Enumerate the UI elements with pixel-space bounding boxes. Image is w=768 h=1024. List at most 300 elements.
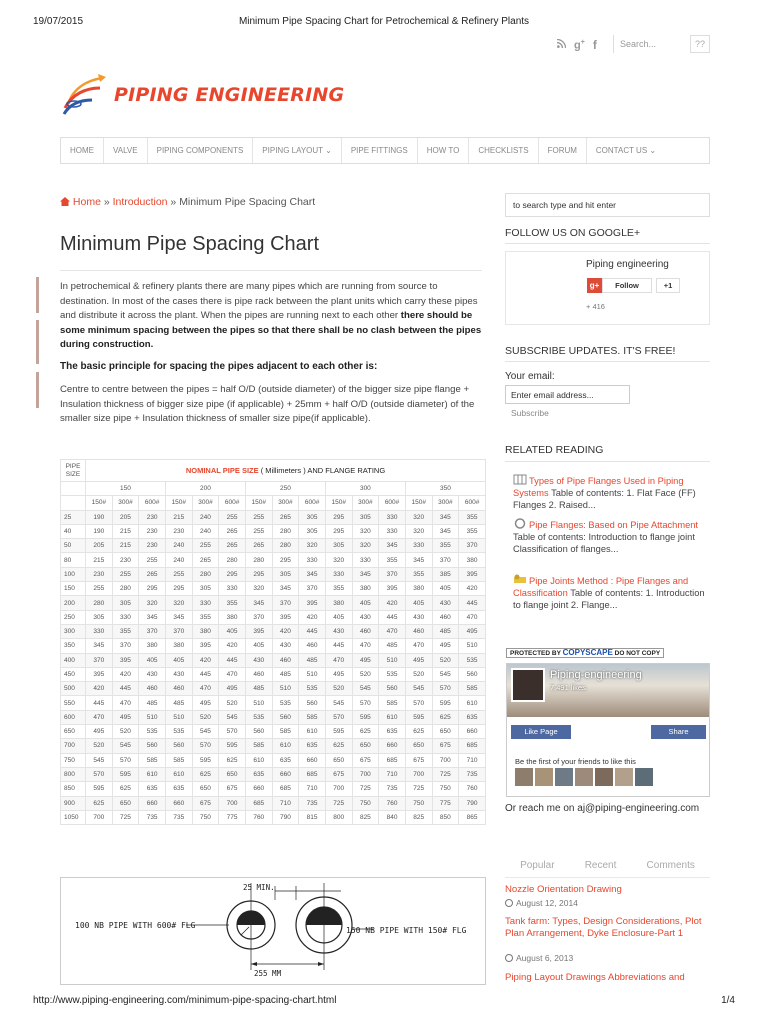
table-cell: 420 (299, 610, 326, 624)
table-cell: 660 (379, 739, 406, 753)
table-cell: 725 (432, 767, 459, 781)
size-group-header: 300 (325, 482, 405, 496)
table-cell: 405 (432, 582, 459, 596)
table-cell: 470 (405, 639, 432, 653)
table-row (61, 653, 486, 667)
table-cell: 570 (405, 696, 432, 710)
breadcrumb-introduction[interactable]: Introduction (112, 196, 168, 208)
rss-icon[interactable] (557, 39, 566, 51)
rating-header: 600# (379, 496, 406, 510)
gplus-follow-button[interactable]: Follow (602, 278, 652, 293)
drawing-right-label: 150 NB PIPE WITH 150# FLG (346, 926, 467, 935)
rating-header: 150# (405, 496, 432, 510)
drawing-min-label: 25 MIN. (243, 883, 275, 892)
google-plus-icon[interactable]: g+ (574, 38, 585, 52)
table-cell: 495 (352, 653, 379, 667)
table-cell: 320 (352, 539, 379, 553)
table-cell: 635 (139, 782, 166, 796)
nav-item-valve[interactable]: VALVE (104, 138, 148, 163)
table-cell: 470 (325, 653, 352, 667)
table-cell: 445 (86, 696, 113, 710)
table-cell: 240 (165, 539, 192, 553)
row-pipe-size: 900 (61, 796, 86, 810)
table-cell: 370 (86, 653, 113, 667)
rating-header: 150# (86, 496, 113, 510)
title-divider (60, 270, 482, 271)
rating-header: 600# (459, 496, 486, 510)
table-cell: 585 (165, 753, 192, 767)
table-cell: 295 (219, 567, 246, 581)
table-cell: 330 (219, 582, 246, 596)
table-cell: 485 (165, 696, 192, 710)
table-cell: 610 (165, 767, 192, 781)
table-cell: 420 (112, 667, 139, 681)
table-cell: 215 (86, 553, 113, 567)
row-pipe-size: 450 (61, 667, 86, 681)
row-pipe-size: 100 (61, 567, 86, 581)
row-pipe-size: 250 (61, 610, 86, 624)
table-cell: 370 (112, 639, 139, 653)
table-cell: 395 (379, 582, 406, 596)
popular-post-link[interactable]: Piping Layout Drawings Abbreviations and (505, 972, 685, 983)
table-cell: 570 (219, 725, 246, 739)
popular-post-date (505, 898, 578, 908)
table-cell: 470 (459, 610, 486, 624)
row-pipe-size: 150 (61, 582, 86, 596)
related-heading: RELATED READING (505, 444, 604, 456)
table-cell: 660 (459, 725, 486, 739)
gplus-follower-count: + 416 (586, 302, 605, 311)
table-cell: 635 (459, 710, 486, 724)
table-row (61, 739, 486, 753)
table-cell: 625 (219, 753, 246, 767)
rating-header: 150# (325, 496, 352, 510)
table-cell: 345 (139, 610, 166, 624)
rating-header: 300# (272, 496, 299, 510)
nav-item-piping-components[interactable]: PIPING COMPONENTS (148, 138, 254, 163)
table-cell: 635 (165, 782, 192, 796)
nav-item-how-to[interactable]: HOW TO (418, 138, 470, 163)
table-cell: 280 (272, 524, 299, 538)
facebook-page-name[interactable]: Piping-engineering (550, 669, 642, 681)
table-cell: 560 (139, 739, 166, 753)
tab-recent[interactable]: Recent (584, 860, 617, 871)
table-cell: 710 (272, 796, 299, 810)
facebook-faces (515, 768, 653, 786)
table-cell: 545 (86, 753, 113, 767)
table-row (61, 510, 486, 524)
nav-item-checklists[interactable]: CHECKLISTS (469, 138, 538, 163)
related-item-desc: Table of contents: 1. Introduction to flange joint 2. Flange... (513, 588, 705, 610)
table-cell: 265 (219, 524, 246, 538)
table-row (61, 767, 486, 781)
rating-header: 600# (219, 496, 246, 510)
table-cell: 380 (219, 610, 246, 624)
nav-item-piping-layout[interactable]: PIPING LAYOUT ⌄ (253, 138, 342, 163)
intro-text: In petrochemical & refinery plants there are many pipes which are running from source to destination. In most of the cases there is pipe rack between the plant units which carry these pipes and distribute it across the plant. When the pipes are running next to each other (60, 281, 478, 321)
table-cell: 460 (245, 667, 272, 681)
avatar[interactable] (615, 768, 633, 786)
rating-header: 150# (165, 496, 192, 510)
table-cell: 205 (86, 539, 113, 553)
table-cell: 675 (219, 782, 246, 796)
table-cell: 595 (86, 782, 113, 796)
table-row (61, 667, 486, 681)
row-pipe-size: 750 (61, 753, 86, 767)
gplus-page-name[interactable]: Piping engineering (586, 259, 669, 270)
table-cell: 380 (325, 596, 352, 610)
avatar[interactable] (595, 768, 613, 786)
facebook-like-count: 7,491 likes (550, 683, 586, 692)
facebook-icon[interactable]: f (592, 38, 597, 52)
row-pipe-size: 800 (61, 767, 86, 781)
table-cell: 685 (245, 796, 272, 810)
table-cell: 635 (379, 725, 406, 739)
print-date: 19/07/2015 (33, 16, 84, 27)
table-cell: 405 (139, 653, 166, 667)
table-cell: 305 (192, 582, 219, 596)
share-sidebar-mark[interactable] (36, 372, 39, 408)
table-cell: 545 (219, 710, 246, 724)
table-cell: 675 (325, 767, 352, 781)
facebook-like-button[interactable]: Like Page (511, 725, 571, 739)
table-row (61, 567, 486, 581)
table-cell: 585 (459, 682, 486, 696)
table-row (61, 582, 486, 596)
table-cell: 395 (272, 610, 299, 624)
table-cell: 330 (325, 567, 352, 581)
table-cell: 625 (86, 796, 113, 810)
table-cell: 460 (272, 653, 299, 667)
table-cell: 330 (112, 610, 139, 624)
table-cell: 265 (219, 539, 246, 553)
table-cell: 625 (432, 710, 459, 724)
share-sidebar-mark[interactable] (36, 277, 39, 313)
table-cell: 595 (192, 753, 219, 767)
size-group-header: 250 (245, 482, 325, 496)
table-cell: 840 (379, 810, 406, 824)
gplus-plus-one-button[interactable]: +1 (656, 278, 680, 293)
table-cell: 380 (405, 582, 432, 596)
table-row (61, 553, 486, 567)
table-cell: 710 (379, 767, 406, 781)
table-cell: 445 (219, 653, 246, 667)
table-cell: 865 (459, 810, 486, 824)
table-cell: 650 (192, 782, 219, 796)
table-cell: 265 (139, 567, 166, 581)
table-cell: 710 (299, 782, 326, 796)
table-cell: 470 (379, 624, 406, 638)
avatar[interactable] (515, 768, 533, 786)
table-cell: 685 (379, 753, 406, 767)
table-cell: 460 (139, 682, 166, 696)
flange-thumbnail-icon (513, 518, 527, 529)
table-cell: 585 (299, 710, 326, 724)
table-cell: 395 (86, 667, 113, 681)
table-cell: 355 (459, 524, 486, 538)
table-cell: 430 (405, 610, 432, 624)
print-url: http://www.piping-engineering.com/minimum-pipe-spacing-chart.html (33, 995, 337, 1006)
table-cell: 635 (245, 767, 272, 781)
table-cell: 560 (459, 667, 486, 681)
table-cell: 230 (139, 524, 166, 538)
table-cell: 625 (352, 725, 379, 739)
table-cell: 635 (272, 753, 299, 767)
nav-item-home[interactable]: HOME (61, 138, 104, 163)
table-cell: 295 (325, 524, 352, 538)
related-item-link[interactable]: Pipe Joints Method : Pipe Flanges and Classification (513, 576, 689, 598)
table-cell: 545 (325, 696, 352, 710)
table-cell: 610 (459, 696, 486, 710)
table-cell: 320 (352, 524, 379, 538)
table-cell: 595 (405, 710, 432, 724)
joint-thumbnail-icon (513, 574, 527, 585)
table-cell: 735 (379, 782, 406, 796)
share-sidebar-mark[interactable] (36, 320, 39, 364)
table-cell: 305 (86, 610, 113, 624)
facebook-share-button[interactable]: Share (651, 725, 706, 739)
table-cell: 240 (192, 510, 219, 524)
row-pipe-size: 650 (61, 725, 86, 739)
related-item-link[interactable]: Pipe Flanges: Based on Pipe Attachment (529, 520, 699, 530)
follow-heading: FOLLOW US ON GOOGLE+ (505, 227, 641, 239)
subscribe-button[interactable]: Subscribe (511, 408, 549, 418)
contact-email-text: Or reach me on aj@piping-engineering.com (505, 803, 700, 814)
table-cell: 405 (165, 653, 192, 667)
table-cell: 380 (352, 582, 379, 596)
site-logo[interactable] (62, 74, 344, 116)
table-cell: 345 (245, 596, 272, 610)
popular-post-link[interactable]: Nozzle Orientation Drawing (505, 884, 622, 895)
table-cell: 370 (165, 624, 192, 638)
breadcrumb (60, 196, 315, 208)
copyscape-prefix: PROTECTED BY (510, 650, 563, 657)
table-cell: 295 (139, 582, 166, 596)
table-row (61, 639, 486, 653)
table-cell: 305 (325, 539, 352, 553)
table-cell: 825 (405, 810, 432, 824)
table-cell: 320 (405, 510, 432, 524)
table-cell: 570 (86, 767, 113, 781)
rating-header: 150# (245, 496, 272, 510)
flange-spacing-diagram (61, 878, 485, 984)
divider (505, 461, 710, 462)
table-cell: 370 (459, 539, 486, 553)
breadcrumb-current: Minimum Pipe Spacing Chart (179, 196, 316, 208)
breadcrumb-home[interactable]: Home (72, 196, 101, 208)
sidebar-search-input[interactable]: to search type and hit enter (505, 193, 710, 217)
table-row (61, 524, 486, 538)
posts-tabs (505, 860, 710, 878)
table-cell: 495 (432, 639, 459, 653)
table-cell: 280 (86, 596, 113, 610)
popular-post-date (505, 953, 573, 963)
table-cell: 650 (432, 725, 459, 739)
avatar[interactable] (635, 768, 653, 786)
home-icon (60, 196, 73, 208)
table-cell: 595 (219, 739, 246, 753)
table-cell: 635 (299, 739, 326, 753)
table-cell: 685 (459, 739, 486, 753)
table-cell: 560 (272, 710, 299, 724)
nav-item-forum[interactable]: FORUM (539, 138, 587, 163)
table-cell: 560 (299, 696, 326, 710)
table-cell: 510 (139, 710, 166, 724)
table-cell: 570 (112, 753, 139, 767)
table-cell: 700 (432, 753, 459, 767)
breadcrumb-separator: » (100, 196, 113, 208)
table-cell: 265 (192, 553, 219, 567)
row-pipe-size: 850 (61, 782, 86, 796)
table-title-accent: NOMINAL PIPE SIZE (185, 466, 259, 475)
table-cell: 230 (112, 553, 139, 567)
table-cell: 735 (299, 796, 326, 810)
tab-popular[interactable]: Popular (520, 860, 555, 871)
nav-item-pipe-fittings[interactable]: PIPE FITTINGS (342, 138, 418, 163)
logo-icon (62, 74, 108, 116)
table-cell: 660 (299, 753, 326, 767)
table-cell: 330 (379, 510, 406, 524)
facebook-avatar[interactable] (511, 668, 545, 702)
table-row (61, 539, 486, 553)
table-cell: 495 (112, 710, 139, 724)
table-cell: 370 (432, 553, 459, 567)
related-item-desc: Table of contents: Introduction to flange joint Classification of flanges... (513, 532, 695, 554)
table-cell: 545 (112, 739, 139, 753)
table-cell: 230 (139, 539, 166, 553)
rating-header: 600# (299, 496, 326, 510)
avatar[interactable] (555, 768, 573, 786)
table-cell: 535 (379, 667, 406, 681)
table-cell: 535 (299, 682, 326, 696)
table-row (61, 624, 486, 638)
size-group-header: 200 (165, 482, 245, 496)
table-cell: 510 (165, 710, 192, 724)
related-item-link[interactable]: Types of Pipe Flanges Used in Piping Systems (513, 476, 684, 498)
table-cell: 385 (432, 567, 459, 581)
table-cell: 395 (459, 567, 486, 581)
table-cell: 240 (165, 553, 192, 567)
related-item (513, 574, 711, 611)
table-cell: 760 (379, 796, 406, 810)
table-cell: 660 (272, 767, 299, 781)
table-cell: 675 (352, 753, 379, 767)
table-cell: 750 (192, 810, 219, 824)
row-pipe-size: 700 (61, 739, 86, 753)
table-cell: 675 (192, 796, 219, 810)
table-cell: 295 (272, 553, 299, 567)
table-cell: 330 (299, 553, 326, 567)
avatar[interactable] (535, 768, 553, 786)
table-cell: 725 (325, 796, 352, 810)
table-cell: 430 (139, 667, 166, 681)
table-cell: 470 (86, 710, 113, 724)
subscribe-heading: SUBSCRIBE UPDATES. IT'S FREE! (505, 345, 676, 357)
table-cell: 560 (379, 682, 406, 696)
table-cell: 660 (139, 796, 166, 810)
avatar[interactable] (575, 768, 593, 786)
table-cell: 420 (192, 653, 219, 667)
table-cell: 345 (352, 567, 379, 581)
table-cell: 190 (86, 524, 113, 538)
table-cell: 470 (352, 639, 379, 653)
table-cell: 495 (86, 725, 113, 739)
table-cell: 430 (165, 667, 192, 681)
table-cell: 735 (165, 810, 192, 824)
table-cell: 305 (272, 567, 299, 581)
table-cell: 320 (405, 524, 432, 538)
table-cell: 790 (459, 796, 486, 810)
table-cell: 445 (325, 639, 352, 653)
table-cell: 255 (165, 567, 192, 581)
table-cell: 215 (112, 539, 139, 553)
table-cell: 345 (299, 567, 326, 581)
table-cell: 255 (86, 582, 113, 596)
facebook-friends-text: Be the first of your friends to like this (515, 757, 636, 766)
rating-header: 300# (112, 496, 139, 510)
table-cell: 775 (432, 796, 459, 810)
table-cell: 470 (112, 696, 139, 710)
table-cell: 420 (86, 682, 113, 696)
google-plus-icon: g+ (587, 278, 602, 293)
table-cell: 595 (352, 710, 379, 724)
row-pipe-size: 550 (61, 696, 86, 710)
email-field[interactable]: Enter email address... (505, 385, 630, 404)
table-cell: 255 (112, 567, 139, 581)
tab-comments[interactable]: Comments (646, 860, 695, 871)
page-title: Minimum Pipe Spacing Chart (60, 233, 319, 255)
table-cell: 485 (272, 667, 299, 681)
table-cell: 355 (219, 596, 246, 610)
table-cell: 345 (272, 582, 299, 596)
nav-item-contact-us[interactable]: CONTACT US ⌄ (595, 146, 657, 155)
size-group-header: 350 (405, 482, 485, 496)
table-cell: 700 (325, 782, 352, 796)
table-cell: 650 (325, 753, 352, 767)
table-cell: 585 (379, 696, 406, 710)
table-cell: 510 (299, 667, 326, 681)
table-cell: 355 (459, 510, 486, 524)
table-cell: 430 (272, 639, 299, 653)
table-cell: 510 (272, 682, 299, 696)
table-cell: 585 (139, 753, 166, 767)
table-cell: 800 (325, 810, 352, 824)
row-pipe-size: 600 (61, 710, 86, 724)
table-cell: 510 (379, 653, 406, 667)
drawing-left-label: 100 NB PIPE WITH 600# FLG (75, 921, 196, 930)
table-cell: 545 (192, 725, 219, 739)
popular-post-link[interactable]: Tank farm: Types, Design Considerations, Plot Plan Arrangement, Dyke Enclosure-Part 1 (505, 916, 702, 939)
table-cell: 520 (192, 710, 219, 724)
print-page-number: 1/4 (721, 995, 735, 1006)
table-cell: 495 (325, 667, 352, 681)
table-cell: 520 (405, 667, 432, 681)
table-cell: 230 (165, 524, 192, 538)
table-row (61, 782, 486, 796)
row-pipe-size: 25 (61, 510, 86, 524)
search-input[interactable]: Search... (613, 35, 683, 53)
table-cell: 545 (405, 682, 432, 696)
copyscape-badge[interactable] (506, 648, 664, 658)
search-help-button[interactable]: ?? (690, 35, 710, 53)
table-cell: 520 (86, 739, 113, 753)
table-cell: 255 (139, 553, 166, 567)
table-cell: 750 (405, 796, 432, 810)
table-cell: 430 (352, 610, 379, 624)
row-pipe-size: 200 (61, 596, 86, 610)
table-cell: 355 (432, 539, 459, 553)
table-cell: 405 (352, 596, 379, 610)
